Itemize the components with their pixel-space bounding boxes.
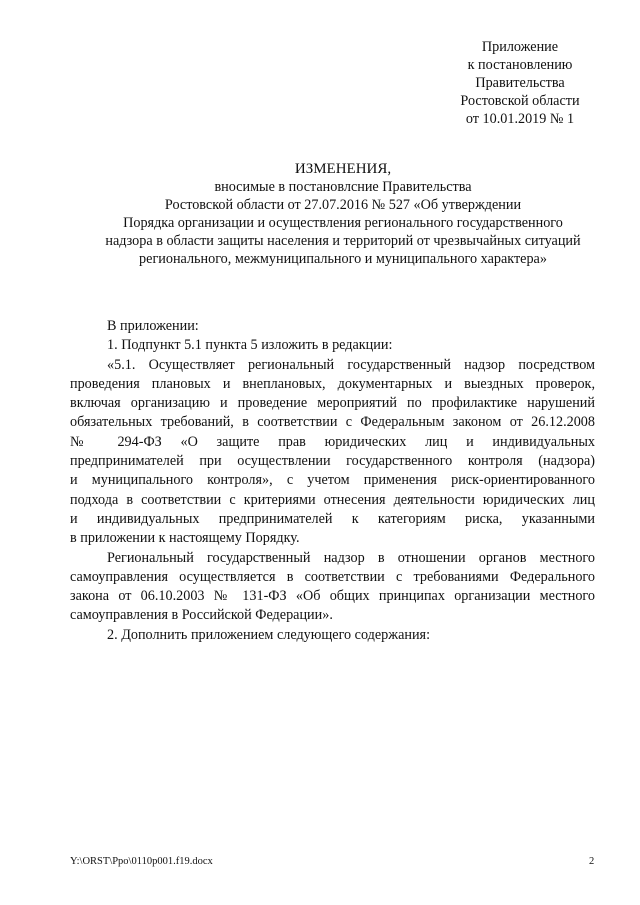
footer-page-number: 2 <box>589 856 595 867</box>
paragraph-line: самоуправления в Российской Федерации». <box>70 607 333 624</box>
footer-file-path: Y:\ORST\Ppo\0110p001.f19.docx <box>70 856 213 867</box>
title-line: вносимые в постановлсние Правительства <box>214 179 472 195</box>
title-line: Ростовской области от 27.07.2016 № 527 «Об утверждении <box>164 197 522 213</box>
paragraph-line: включая организацию и проведение мероприятий по профилактике нарушений <box>70 395 595 412</box>
document-body <box>70 317 595 645</box>
paragraph-line: «5.1. Осуществляет региональный государственный надзор посредством <box>107 356 595 373</box>
item-2-text: 2. Дополнить приложением следующего содержания: <box>107 626 431 643</box>
item-1-text: 1. Подпункт 5.1 пункта 5 изложить в редакции: <box>107 337 393 354</box>
title-line: надзора в области защиты населения и территорий от чрезвычайных ситуаций <box>105 233 581 249</box>
paragraph-line: самоуправления осуществляется в соответствии с требованиями Федерального <box>70 568 595 585</box>
appendix-line: Ростовской области <box>460 93 580 109</box>
paragraph-line: в приложении к настоящему Порядку. <box>70 530 300 547</box>
paragraph-line: и индивидуальных предпринимателей к категориям риска, указанными <box>70 510 595 527</box>
title-line: Порядка организации и осуществления регионального государственного <box>123 215 563 231</box>
paragraph-line: подхода в соответствии с критериями отнесения деятельности юридических лиц <box>70 491 595 508</box>
paragraph-line: проведения плановых и внеплановых, документарных и выездных проверок, <box>70 375 595 392</box>
title-heading: ИЗМЕНЕНИЯ, <box>294 161 392 177</box>
paragraph-line: № 294-ФЗ «О защите прав юридических лиц и индивидуальных <box>70 433 595 450</box>
appendix-line: Приложение <box>481 39 559 55</box>
title-line: регионального, межмуниципального и муниципального характера» <box>139 251 547 267</box>
paragraph-local-government <box>70 549 595 626</box>
paragraph-5-1 <box>70 356 595 549</box>
appendix-header <box>420 38 620 128</box>
paragraph-line: обязательных требований, в соответствии с Федеральным законом от 26.12.2008 <box>70 414 595 431</box>
paragraph-line: и муниципального контроля», с учетом применения риск-ориентированного <box>70 472 595 489</box>
appendix-line: к постановлению <box>467 57 573 73</box>
paragraph-line: закона от 06.10.2003 № 131-ФЗ «Об общих принципах организации местного <box>70 588 595 605</box>
appendix-line: от 10.01.2019 № 1 <box>465 111 575 127</box>
paragraph-line: Региональный государственный надзор в отношении органов местного <box>107 549 595 566</box>
intro-text: В приложении: <box>107 318 199 334</box>
appendix-line: Правительства <box>475 75 565 91</box>
paragraph-line: предпринимателей при осуществлении государственного контроля (надзора) <box>70 453 595 470</box>
document-title <box>60 160 626 268</box>
